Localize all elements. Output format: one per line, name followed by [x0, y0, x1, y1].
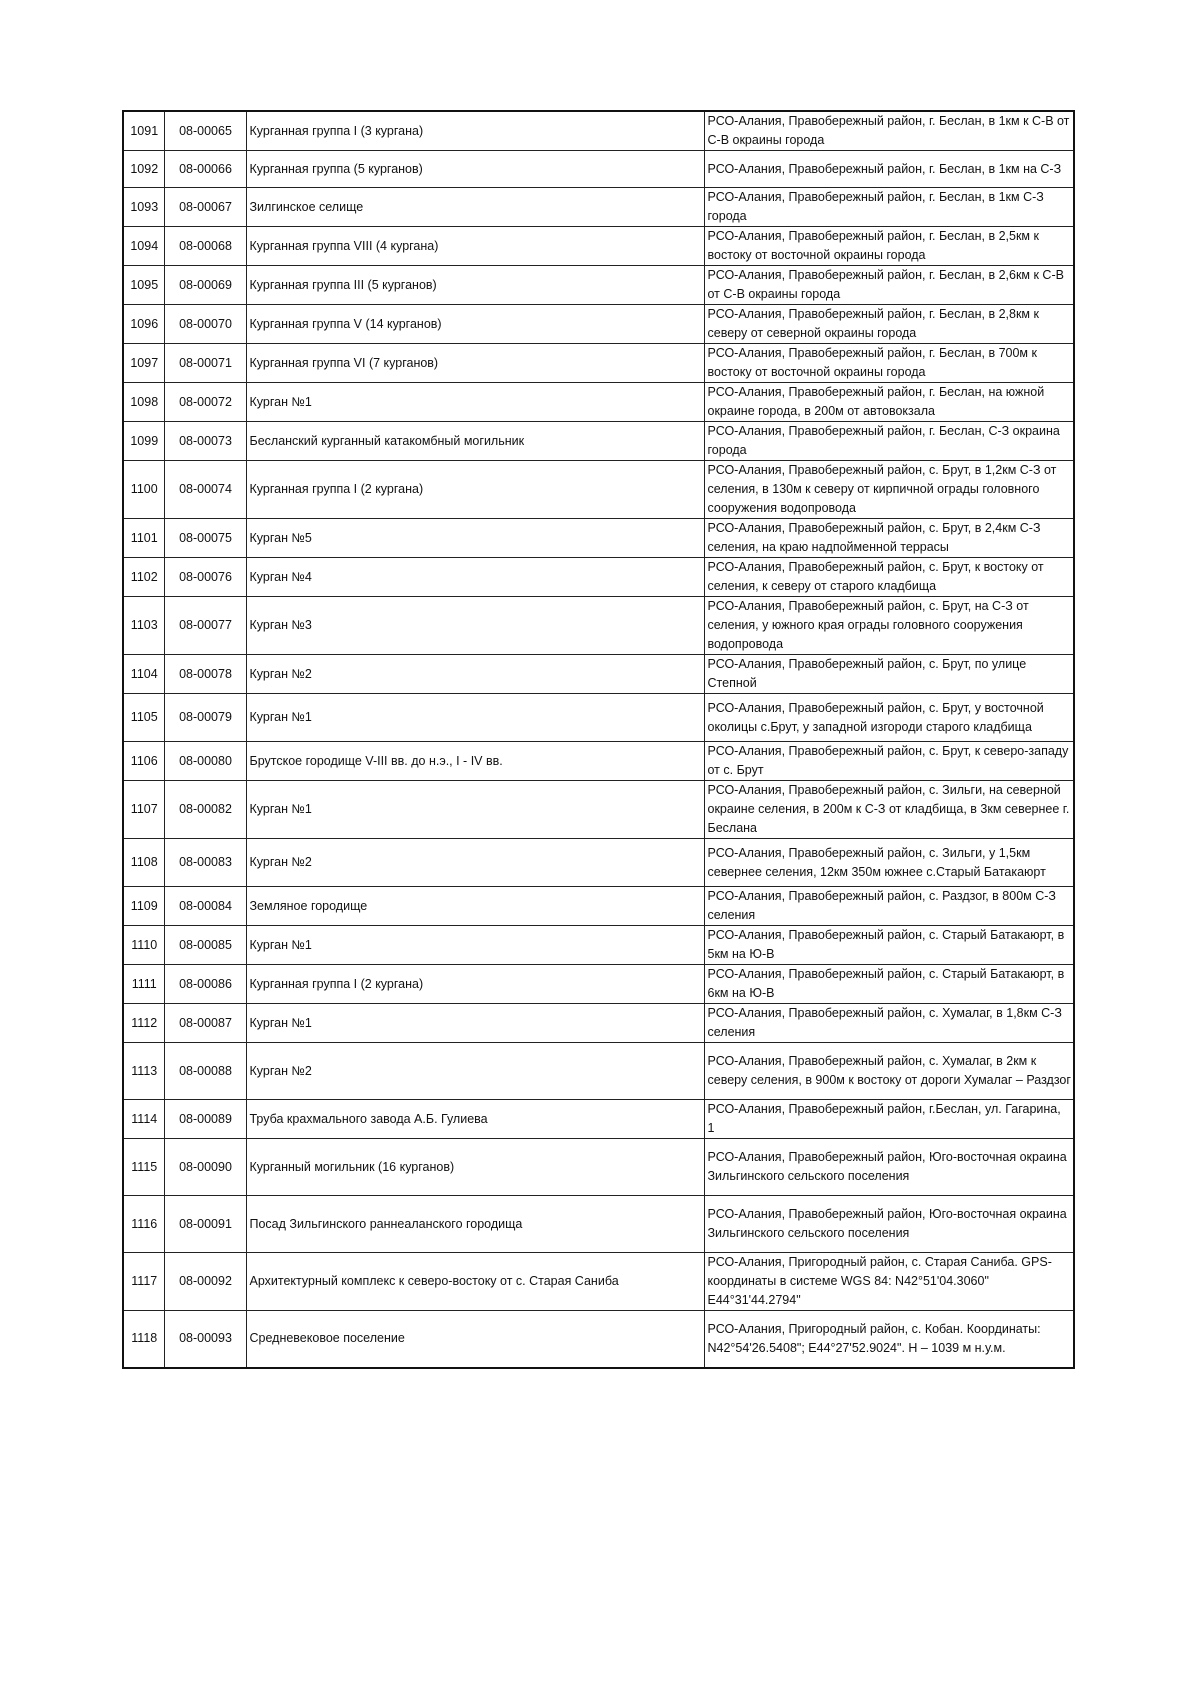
table-row — [123, 461, 1074, 519]
row-number-cell: 1092 — [123, 151, 164, 188]
row-number-cell: 1107 — [123, 781, 164, 839]
location-cell: РСО-Алания, Правобережный район, г. Беслан, С-З окраина города — [704, 422, 1074, 461]
registry-code-cell: 08-00065 — [164, 111, 246, 151]
row-number-cell: 1110 — [123, 926, 164, 965]
registry-code-cell: 08-00069 — [164, 266, 246, 305]
table-row — [123, 227, 1074, 266]
location-cell: РСО-Алания, Правобережный район, г. Беслан, на южной окраине города, в 200м от автовокзала — [704, 383, 1074, 422]
site-name-cell: Средневековое поселение — [246, 1311, 704, 1368]
table-row — [123, 1196, 1074, 1253]
location-cell: РСО-Алания, Правобережный район, с. Брут, на С-З от селения, у южного края ограды головного сооружения водопровода — [704, 597, 1074, 655]
table-row — [123, 1004, 1074, 1043]
table-row — [123, 1043, 1074, 1100]
row-number-cell: 1115 — [123, 1139, 164, 1196]
table-row — [123, 519, 1074, 558]
table-row — [123, 266, 1074, 305]
table-row — [123, 742, 1074, 781]
row-number-cell: 1093 — [123, 188, 164, 227]
site-name-cell: Курганная группа I (2 кургана) — [246, 965, 704, 1004]
registry-code-cell: 08-00090 — [164, 1139, 246, 1196]
registry-code-cell: 08-00085 — [164, 926, 246, 965]
site-name-cell: Курганная группа VIII (4 кургана) — [246, 227, 704, 266]
table-row — [123, 597, 1074, 655]
registry-code-cell: 08-00072 — [164, 383, 246, 422]
table-row — [123, 558, 1074, 597]
site-name-cell: Курган №4 — [246, 558, 704, 597]
row-number-cell: 1091 — [123, 111, 164, 151]
row-number-cell: 1116 — [123, 1196, 164, 1253]
row-number-cell: 1096 — [123, 305, 164, 344]
registry-code-cell: 08-00093 — [164, 1311, 246, 1368]
location-cell: РСО-Алания, Правобережный район, с. Раздзог, в 800м С-З селения — [704, 887, 1074, 926]
site-name-cell: Курганный могильник (16 курганов) — [246, 1139, 704, 1196]
location-cell: РСО-Алания, Правобережный район, с. Брут, к северо-западу от с. Брут — [704, 742, 1074, 781]
registry-code-cell: 08-00080 — [164, 742, 246, 781]
site-name-cell: Курган №1 — [246, 926, 704, 965]
site-name-cell: Курган №2 — [246, 839, 704, 887]
location-cell: РСО-Алания, Правобережный район, г. Беслан, в 1км к С-В от С-В окраины города — [704, 111, 1074, 151]
heritage-registry-table — [122, 110, 1075, 1369]
location-cell: РСО-Алания, Пригородный район, с. Кобан. Координаты: N42°54'26.5408"; E44°27'52.9024". H – 1039 м н.у.м. — [704, 1311, 1074, 1368]
row-number-cell: 1097 — [123, 344, 164, 383]
table-row — [123, 1139, 1074, 1196]
location-cell: РСО-Алания, Правобережный район, с. Старый Батакаюрт, в 5км на Ю-В — [704, 926, 1074, 965]
location-cell: РСО-Алания, Правобережный район, г. Беслан, в 2,6км к С-В от С-В окраины города — [704, 266, 1074, 305]
row-number-cell: 1105 — [123, 694, 164, 742]
registry-code-cell: 08-00066 — [164, 151, 246, 188]
site-name-cell: Курганная группа III (5 курганов) — [246, 266, 704, 305]
location-cell: РСО-Алания, Правобережный район, с. Старый Батакаюрт, в 6км на Ю-В — [704, 965, 1074, 1004]
row-number-cell: 1111 — [123, 965, 164, 1004]
table-row — [123, 111, 1074, 151]
table-row — [123, 887, 1074, 926]
table-body — [123, 111, 1074, 1368]
site-name-cell: Курган №1 — [246, 1004, 704, 1043]
location-cell: РСО-Алания, Правобережный район, с. Брут, к востоку от селения, к северу от старого кладбища — [704, 558, 1074, 597]
site-name-cell: Курганная группа V (14 курганов) — [246, 305, 704, 344]
site-name-cell: Курганная группа (5 курганов) — [246, 151, 704, 188]
site-name-cell: Курган №2 — [246, 1043, 704, 1100]
registry-code-cell: 08-00091 — [164, 1196, 246, 1253]
registry-code-cell: 08-00088 — [164, 1043, 246, 1100]
registry-code-cell: 08-00087 — [164, 1004, 246, 1043]
row-number-cell: 1095 — [123, 266, 164, 305]
site-name-cell: Посад Зильгинского раннеаланского городища — [246, 1196, 704, 1253]
table-row — [123, 839, 1074, 887]
table-row — [123, 422, 1074, 461]
row-number-cell: 1094 — [123, 227, 164, 266]
table-row — [123, 694, 1074, 742]
location-cell: РСО-Алания, Правобережный район, г. Беслан, в 2,8км к северу от северной окраины города — [704, 305, 1074, 344]
location-cell: РСО-Алания, Правобережный район, г. Беслан, в 1км С-З города — [704, 188, 1074, 227]
site-name-cell: Курган №1 — [246, 781, 704, 839]
row-number-cell: 1117 — [123, 1253, 164, 1311]
site-name-cell: Курган №5 — [246, 519, 704, 558]
site-name-cell: Земляное городище — [246, 887, 704, 926]
registry-code-cell: 08-00074 — [164, 461, 246, 519]
site-name-cell: Курганная группа I (3 кургана) — [246, 111, 704, 151]
row-number-cell: 1100 — [123, 461, 164, 519]
row-number-cell: 1103 — [123, 597, 164, 655]
table-row — [123, 383, 1074, 422]
registry-code-cell: 08-00071 — [164, 344, 246, 383]
row-number-cell: 1104 — [123, 655, 164, 694]
location-cell: РСО-Алания, Правобережный район, с. Брут, в 2,4км С-З селения, на краю надпойменной террасы — [704, 519, 1074, 558]
site-name-cell: Зилгинское селище — [246, 188, 704, 227]
table-row — [123, 344, 1074, 383]
registry-code-cell: 08-00082 — [164, 781, 246, 839]
location-cell: РСО-Алания, Правобережный район, с. Зильги, на северной окраине селения, в 200м к С-З от кладбища, в 3км севернее г. Беслана — [704, 781, 1074, 839]
registry-code-cell: 08-00068 — [164, 227, 246, 266]
location-cell: РСО-Алания, Правобережный район, с. Хумалаг, в 1,8км С-З селения — [704, 1004, 1074, 1043]
registry-code-cell: 08-00077 — [164, 597, 246, 655]
site-name-cell: Курганная группа I (2 кургана) — [246, 461, 704, 519]
table-row — [123, 1253, 1074, 1311]
row-number-cell: 1099 — [123, 422, 164, 461]
table-row — [123, 781, 1074, 839]
row-number-cell: 1108 — [123, 839, 164, 887]
location-cell: РСО-Алания, Правобережный район, Юго-восточная окраина Зильгинского сельского поселения — [704, 1196, 1074, 1253]
site-name-cell: Курган №1 — [246, 383, 704, 422]
row-number-cell: 1098 — [123, 383, 164, 422]
location-cell: РСО-Алания, Правобережный район, с. Брут, по улице Степной — [704, 655, 1074, 694]
site-name-cell: Курган №2 — [246, 655, 704, 694]
table-row — [123, 965, 1074, 1004]
table-row — [123, 188, 1074, 227]
registry-code-cell: 08-00086 — [164, 965, 246, 1004]
table-row — [123, 1100, 1074, 1139]
registry-code-cell: 08-00075 — [164, 519, 246, 558]
table-row — [123, 305, 1074, 344]
site-name-cell: Бесланский курганный катакомбный могильник — [246, 422, 704, 461]
site-name-cell: Брутское городище V-III вв. до н.э., I - IV вв. — [246, 742, 704, 781]
row-number-cell: 1113 — [123, 1043, 164, 1100]
location-cell: РСО-Алания, Правобережный район, с. Брут, в 1,2км С-З от селения, в 130м к северу от кирпичной ограды головного сооружения водопровода — [704, 461, 1074, 519]
row-number-cell: 1112 — [123, 1004, 164, 1043]
location-cell: РСО-Алания, Правобережный район, Юго-восточная окраина Зильгинского сельского поселения — [704, 1139, 1074, 1196]
site-name-cell: Курган №1 — [246, 694, 704, 742]
location-cell: РСО-Алания, Правобережный район, г. Беслан, в 2,5км к востоку от восточной окраины города — [704, 227, 1074, 266]
site-name-cell: Курган №3 — [246, 597, 704, 655]
row-number-cell: 1101 — [123, 519, 164, 558]
registry-code-cell: 08-00084 — [164, 887, 246, 926]
site-name-cell: Труба крахмального завода А.Б. Гулиева — [246, 1100, 704, 1139]
location-cell: РСО-Алания, Правобережный район, с. Зильги, у 1,5км севернее селения, 12км 350м южнее с.Старый Батакаюрт — [704, 839, 1074, 887]
location-cell: РСО-Алания, Правобережный район, г. Беслан, в 1км на С-З — [704, 151, 1074, 188]
registry-code-cell: 08-00083 — [164, 839, 246, 887]
registry-code-cell: 08-00076 — [164, 558, 246, 597]
location-cell: РСО-Алания, Правобережный район, г. Беслан, в 700м к востоку от восточной окраины города — [704, 344, 1074, 383]
table-row — [123, 151, 1074, 188]
table-row — [123, 655, 1074, 694]
registry-code-cell: 08-00078 — [164, 655, 246, 694]
table-row — [123, 1311, 1074, 1368]
row-number-cell: 1118 — [123, 1311, 164, 1368]
location-cell: РСО-Алания, Правобережный район, с. Хумалаг, в 2км к северу селения, в 900м к востоку от дороги Хумалаг – Раздзог — [704, 1043, 1074, 1100]
registry-code-cell: 08-00067 — [164, 188, 246, 227]
row-number-cell: 1109 — [123, 887, 164, 926]
registry-code-cell: 08-00089 — [164, 1100, 246, 1139]
registry-code-cell: 08-00092 — [164, 1253, 246, 1311]
registry-code-cell: 08-00070 — [164, 305, 246, 344]
registry-code-cell: 08-00073 — [164, 422, 246, 461]
row-number-cell: 1102 — [123, 558, 164, 597]
table-row — [123, 926, 1074, 965]
registry-code-cell: 08-00079 — [164, 694, 246, 742]
site-name-cell: Архитектурный комплекс к северо-востоку от с. Старая Саниба — [246, 1253, 704, 1311]
location-cell: РСО-Алания, Правобережный район, г.Беслан, ул. Гагарина, 1 — [704, 1100, 1074, 1139]
location-cell: РСО-Алания, Правобережный район, с. Брут, у восточной околицы с.Брут, у западной изгороди старого кладбища — [704, 694, 1074, 742]
location-cell: РСО-Алания, Пригородный район, с. Старая Саниба. GPS-координаты в системе WGS 84: N42°51'04.3060" E44°31'44.2794" — [704, 1253, 1074, 1311]
row-number-cell: 1106 — [123, 742, 164, 781]
row-number-cell: 1114 — [123, 1100, 164, 1139]
site-name-cell: Курганная группа VI (7 курганов) — [246, 344, 704, 383]
